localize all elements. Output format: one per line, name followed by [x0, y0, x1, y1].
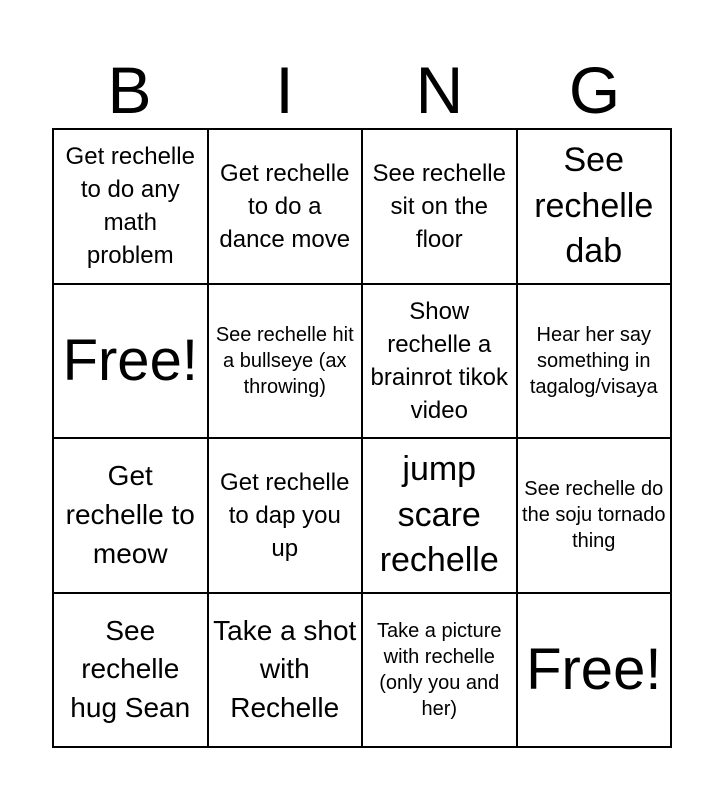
cell-text: See rechelle hit a bullseye (ax throwing) — [215, 323, 354, 398]
bingo-cell[interactable] — [363, 130, 518, 285]
bingo-cell[interactable] — [209, 594, 364, 749]
cell-text: Get rechelle to meow — [65, 460, 195, 569]
cell-text: Show rechelle a brainrot tikok video — [370, 297, 508, 424]
cell-text: Take a shot with Rechelle — [213, 614, 357, 724]
free-cell[interactable] — [54, 285, 209, 440]
bingo-cell[interactable] — [518, 285, 673, 440]
header-letter-g: G — [568, 53, 621, 127]
header-letter-i: I — [275, 53, 294, 127]
header-letter-b: B — [107, 53, 152, 127]
bingo-board — [52, 128, 672, 748]
cell-text: jump scare rechelle — [379, 450, 499, 579]
bingo-cell[interactable] — [518, 439, 673, 594]
bingo-header — [52, 52, 672, 128]
cell-text: Get rechelle to do any math problem — [65, 143, 195, 270]
bingo-cell[interactable] — [54, 130, 209, 285]
free-cell[interactable] — [518, 594, 673, 749]
cell-text: Free! — [526, 636, 662, 702]
bingo-cell[interactable] — [54, 594, 209, 749]
cell-text: See rechelle dab — [534, 141, 654, 270]
bingo-cell[interactable] — [54, 439, 209, 594]
cell-text: Get rechelle to dap you up — [220, 468, 350, 562]
cell-text: See rechelle hug Sean — [70, 614, 191, 724]
cell-text: See rechelle do the soju tornado thing — [522, 478, 666, 553]
cell-text: See rechelle sit on the floor — [372, 159, 506, 253]
cell-text: Free! — [62, 327, 198, 393]
bingo-cell[interactable] — [363, 285, 518, 440]
bingo-cell[interactable] — [363, 439, 518, 594]
bingo-cell[interactable] — [209, 285, 364, 440]
bingo-cell[interactable] — [518, 130, 673, 285]
header-letter-n: N — [415, 53, 464, 127]
bingo-cell[interactable] — [363, 594, 518, 749]
cell-text: Take a picture with rechelle (only you and her) — [376, 619, 502, 720]
cell-text: Get rechelle to do a dance move — [219, 159, 351, 253]
bingo-cell[interactable] — [209, 439, 364, 594]
cell-text: Hear her say something in tagalog/visaya — [529, 323, 658, 398]
bingo-cell[interactable] — [209, 130, 364, 285]
